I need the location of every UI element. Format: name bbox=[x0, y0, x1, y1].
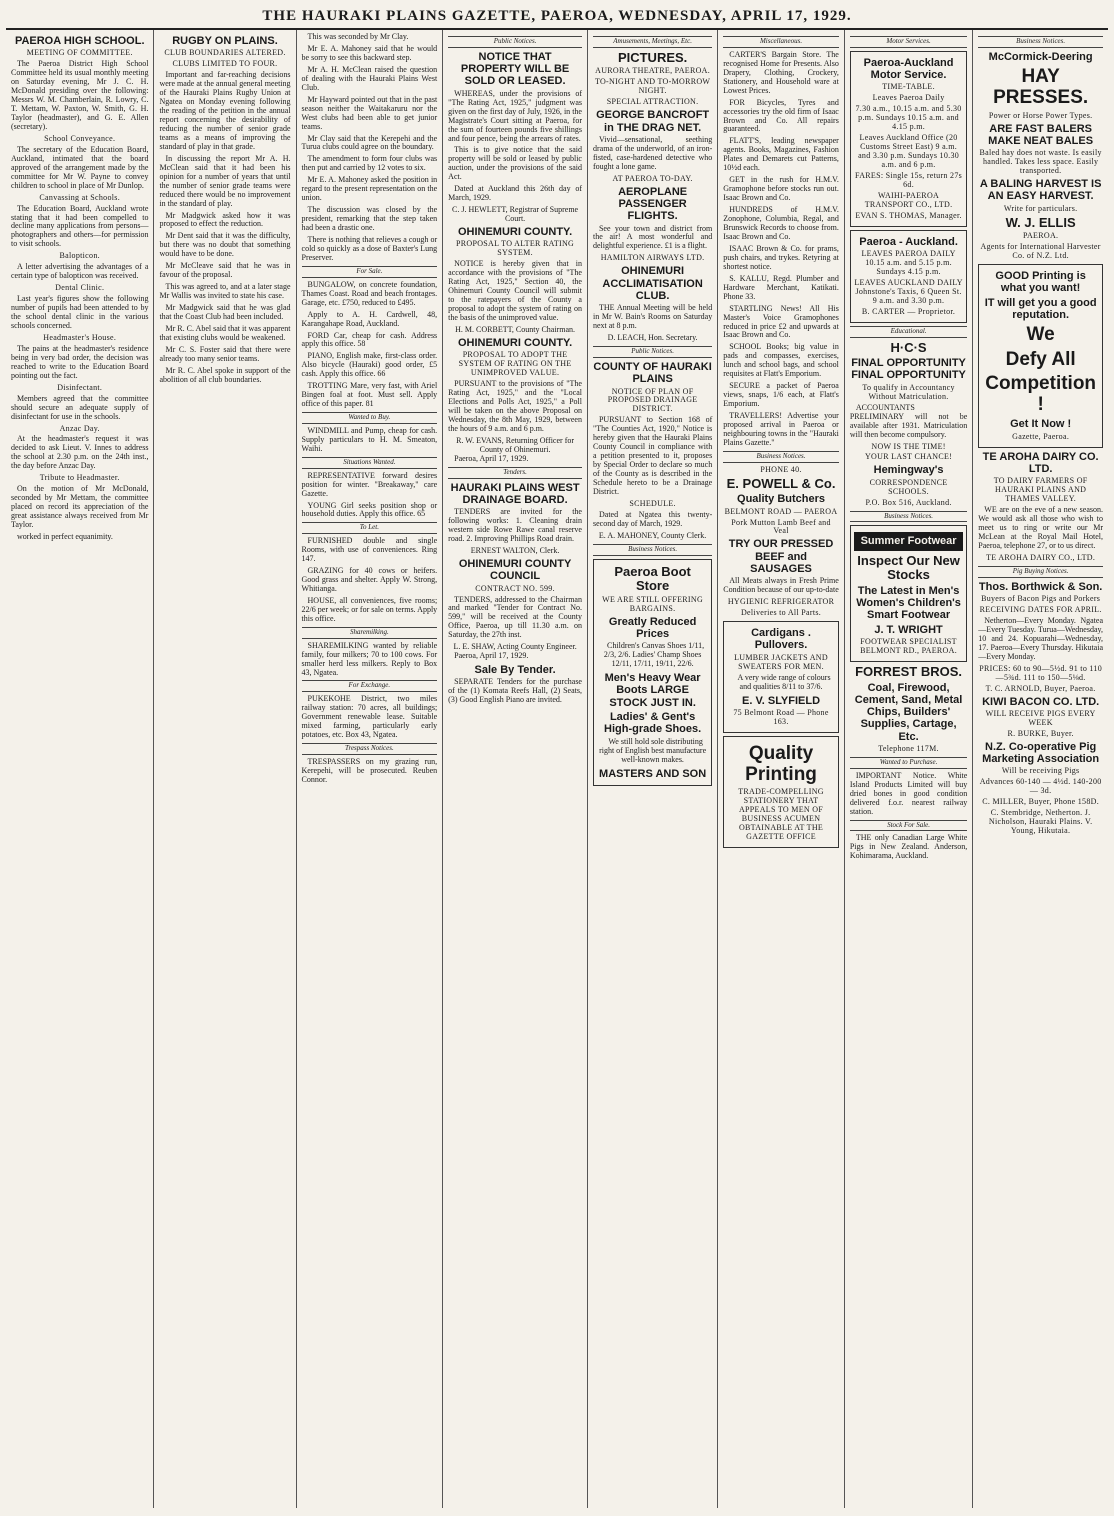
section-banner: Business Notices. bbox=[593, 544, 712, 556]
ad-feature: GEORGE BANCROFT in THE DRAG NET. bbox=[596, 109, 710, 134]
section-banner: Public Notices. bbox=[448, 36, 582, 48]
classified-ad: HOUSE, all conveniences, five rooms; 22/6 per week; or for sale on terms. Apply this office. bbox=[301, 595, 438, 623]
ad-title: Quality Printing bbox=[745, 742, 817, 786]
ad-feature: Coal, Firewood, Cement, Sand, Metal Chips, Builders' Supplies, Cartage, Etc. bbox=[854, 681, 963, 743]
notice-title: OHINEMURI COUNTY COUNCIL bbox=[458, 557, 572, 583]
classified-ad: CARTER'S Bargain Store. The recognised Home for Presents. Also Drapery, Clothing, Crockery, Stationery, and Household ware at Lowest Prices. bbox=[723, 49, 839, 95]
paragraph: NOTICE is hereby given that in accordance with the provisions of "The Rating Act, 1925," Section 40, the Ohinemuri County Council will submit to the ratepayers of the County a proposal to adopt the system of rating on the basis of the unimproved value. bbox=[448, 259, 582, 323]
notice-title: HAURAKI PLAINS WEST DRAINAGE BOARD. bbox=[450, 481, 580, 506]
article-title: PAEROA HIGH SCHOOL. bbox=[14, 35, 145, 47]
ad-title: McCormick-Deering bbox=[988, 50, 1093, 63]
paragraph: Mr Dent said that it was the difficulty, but there was no doubt that something would have to be done. bbox=[159, 231, 291, 259]
classified-ad: TRAVELLERS! Advertise your proposed arrival in Paeroa or neighbouring towns in the "Hauraki Plains Gazette." bbox=[723, 411, 839, 447]
section-banner: To Let. bbox=[302, 522, 438, 534]
footwear-ad bbox=[850, 525, 967, 662]
classified-ad: PIANO, English make, first-class order. Also bicycle (Hauraki) good order, £5 cash. Apply this office. 66 bbox=[301, 351, 438, 379]
boot-store-ad bbox=[593, 559, 712, 786]
paragraph: The discussion was closed by the president, remarking that the step taken had been a drastic one. bbox=[301, 205, 438, 233]
ad-line: PHONE 40. bbox=[760, 464, 802, 474]
paragraph: THE Annual Meeting will be held in Mr W. Bain's Rooms on Saturday next at 8 p.m. bbox=[592, 303, 713, 331]
ad-line: TO DAIRY FARMERS OF HAURAKI PLAINS AND THAMES VALLEY. bbox=[993, 476, 1088, 504]
section-heading: Dental Clinic. bbox=[55, 283, 105, 293]
ad-line: EVAN S. THOMAS, Manager. bbox=[855, 210, 962, 220]
ad-line: R. BURKE, Buyer. bbox=[1007, 728, 1074, 738]
ad-footer: MASTERS AND SON bbox=[599, 767, 707, 780]
section-banner: Situations Wanted. bbox=[302, 457, 438, 469]
ad-feature: GOOD Printing is what you want! bbox=[995, 270, 1086, 295]
section-banner: For Sale. bbox=[302, 266, 438, 278]
ad-line: P.O. Box 516, Auckland. bbox=[865, 497, 952, 507]
section-heading: Anzac Day. bbox=[59, 423, 100, 433]
ad-feature: Men's Heavy Wear Boots LARGE STOCK JUST IN. bbox=[604, 672, 701, 709]
classified-ad: FURNISHED double and single Rooms, with use of conveniences. Ring 147. bbox=[301, 536, 438, 564]
ad-line: Telephone 117M. bbox=[878, 744, 939, 754]
ad-feature: Inspect Our New Stocks bbox=[857, 552, 960, 583]
ad-line: HYGIENIC REFRIGERATOR bbox=[727, 597, 835, 607]
notice-subtitle: CONTRACT NO. 599. bbox=[475, 583, 555, 593]
paragraph: The Paeroa District High School Committee held its usual monthly meeting on Saturday evening, Mr J. C. H. McDonald presiding over the following: Messrs W. M. Chamberlain, R. Lowry, C. T. Mettam, W. Paxton, W. Smith, G. H. Taylor (headmaster), and G. E. Allen (secretary). bbox=[11, 59, 149, 131]
column-3 bbox=[297, 30, 444, 1508]
section-heading: Headmaster's House. bbox=[43, 332, 117, 342]
ad-line: TO-NIGHT AND TO-MORROW NIGHT. bbox=[594, 77, 711, 96]
paragraph: WHEREAS, under the provisions of "The Rating Act, 1925," judgment was given on the first day of July, 1926, in the Magistrate's Court sitting at Paeroa, for the sum of fourteen pounds five shillings and four pence, being the arrears of rates. bbox=[448, 88, 582, 143]
classified-ad: FOR Bicycles, Tyres and accessories try the old firm of Isaac Brown and Co. All repairs guaranteed. bbox=[723, 97, 839, 134]
motor-service-ad bbox=[850, 51, 967, 227]
ad-title: Paeroa - Auckland. bbox=[859, 235, 958, 248]
column-1 bbox=[6, 30, 154, 1508]
notice-subtitle: PROPOSAL TO ADOPT THE SYSTEM OF RATING ON THE UNIMPROVED VALUE. bbox=[458, 350, 572, 378]
paragraph: THE only Canadian Large White Pigs in New Zealand. Anderson, Kohimarama, Auckland. bbox=[849, 833, 968, 861]
notice-title: NOTICE THAT PROPERTY WILL BE SOLD OR LEASED. bbox=[460, 50, 570, 88]
paragraph: Mr Hayward pointed out that in the past season neither the Waitakaruru nor the West clubs had been able to get junior teams. bbox=[301, 94, 438, 131]
paragraph: Last year's figures show the following number of pupils had been attended to by the school dental clinic in the various schools concerned. bbox=[11, 294, 149, 330]
ad-feature: IT will get you a good reputation. bbox=[984, 296, 1097, 322]
classified-ad: TROTTING Mare, very fast, with Ariel Bingen foal at foot. Must sell. Apply office of this paper. 81 bbox=[301, 381, 438, 409]
ad-feature: FINAL OPPORTUNITY FINAL OPPORTUNITY bbox=[851, 357, 966, 382]
paragraph: worked in perfect equanimity. bbox=[17, 532, 113, 542]
column-8 bbox=[973, 30, 1108, 1508]
notice-subtitle: NOTICE OF PLAN OF PROPOSED DRAINAGE DISTRICT. bbox=[607, 386, 698, 414]
section-heading: School Conveyance. bbox=[44, 133, 116, 143]
column-4 bbox=[443, 30, 588, 1508]
section-heading: Balopticon. bbox=[59, 251, 100, 261]
notice-subtitle: PROPOSAL TO ALTER RATING SYSTEM. bbox=[456, 239, 575, 258]
notice-signature: H. M. CORBETT, County Chairman. bbox=[455, 325, 575, 334]
ad-title: N.Z. Co-operative Pig Marketing Association bbox=[982, 740, 1100, 766]
paragraph: This was seconded by Mr Clay. bbox=[307, 32, 409, 41]
ad-line: Baled hay does not waste. Is easily handled. Takes less space. Easily transported. bbox=[979, 148, 1102, 176]
ad-line: Pork Mutton Lamb Beef and Veal bbox=[731, 517, 831, 536]
ad-line: PRICES: 60 to 90—5½d. 91 to 110—5¾d. 111 to 150—5⅛d. bbox=[979, 663, 1103, 682]
section-banner: Educational. bbox=[850, 326, 967, 338]
ad-title: FORREST BROS. bbox=[855, 663, 963, 679]
paragraph: Mr R. C. Abel said that it was apparent that existing clubs would be weakened. bbox=[159, 324, 291, 342]
ad-feature: Get It Now ! bbox=[1010, 418, 1072, 431]
classified-ad: PUKEKOHE District, two miles railway station: 70 acres, all buildings; Government renewable lease. Suitable mixed farming, particularly early potatoes, etc. Box 43, Ngatea. bbox=[301, 694, 438, 740]
notice-date: Dated at Ngatea this twenty-second day of March, 1929. bbox=[592, 509, 713, 528]
ad-line: Write for particulars. bbox=[1003, 203, 1078, 213]
columns bbox=[6, 30, 1108, 1508]
section-banner: Wanted to Purchase. bbox=[850, 757, 967, 769]
masthead: THE HAURAKI PLAINS GAZETTE, PAEROA, WEDNESDAY, APRIL 17, 1929. bbox=[6, 4, 1108, 30]
notice-signature: D. LEACH, Hon. Secretary. bbox=[607, 333, 698, 343]
ad-title: HAY PRESSES. bbox=[993, 66, 1089, 109]
paragraph: A very wide range of colours and qualities 8/11 to 37/6. bbox=[737, 672, 831, 691]
printing-ad bbox=[723, 736, 839, 848]
paragraph: Netherton—Every Monday. Ngatea—Every Tuesday. Turua—Wednesday, 10 and 24. Kopuarahi—Wednesday, 17. Paeroa—Every Thursday. Hikutaia—Every Monday. bbox=[978, 615, 1103, 661]
classified-ad: HUNDREDS of H.M.V. Zonophone, Columbia, Regal, and Brunswick Records to choose from. Isaac Brown and Co. bbox=[723, 205, 839, 241]
paragraph: We still hold sole distributing right of English best manufacture well-known makes. bbox=[599, 736, 707, 764]
ad-feature: J. T. WRIGHT bbox=[874, 623, 943, 636]
section-banner: Business Notices. bbox=[850, 511, 967, 523]
notice-title: OHINEMURI COUNTY. bbox=[457, 336, 573, 349]
ad-line: SPECIAL ATTRACTION. bbox=[606, 97, 699, 107]
ad-feature: AEROPLANE PASSENGER FLIGHTS. bbox=[618, 185, 688, 223]
ad-line: Leaves Auckland Office (20 Customs Street East) 9 a.m. and 3.30 p.m. Sundays 10.30 a.m. and 6 p.m. bbox=[858, 133, 960, 170]
paragraph: TENDERS, addressed to the Chairman and marked "Tender for Contract No. 599," will be received at the County Office, Paeroa, up till 11.30 a.m. on Saturday, the 27th inst. bbox=[448, 594, 582, 640]
ad-title: PICTURES. bbox=[617, 49, 688, 65]
ad-line: LUMBER JACKETS AND SWEATERS FOR MEN. bbox=[734, 652, 828, 671]
classified-ad: Apply to A. H. Cardwell, 48, Karangahape Road, Auckland. bbox=[301, 309, 438, 328]
ad-line: PAEROA. bbox=[1022, 231, 1059, 241]
classified-ad: GRAZING for 40 cows or heifers. Good grass and shelter. Apply W. Strong, Whitianga. bbox=[301, 566, 438, 594]
paragraph: PURSUANT to Section 168 of "The Counties Act, 1920," Notice is hereby given that the Hauraki Plains County Council in compliance with a petition presented to it, proposes by Special Order to declare so much of the County as is described in the Schedule hereto to be a Drainage District. bbox=[592, 415, 713, 497]
ad-title: We bbox=[1026, 324, 1055, 346]
paragraph: Mr Madgwick said that he was glad that the Coast Club had been included. bbox=[159, 303, 291, 322]
paragraph: Mr R. C. Abel spoke in support of the abolition of all club boundaries. bbox=[159, 365, 291, 384]
ad-line: Gazette, Paeroa. bbox=[1012, 431, 1070, 441]
printing-ad bbox=[978, 264, 1103, 448]
ad-line: To qualify in Accountancy Without Matriculation. bbox=[862, 382, 955, 401]
ad-title: Competition ! bbox=[985, 372, 1097, 416]
article-subtitle: CLUBS LIMITED TO FOUR. bbox=[172, 59, 278, 69]
ad-line: AURORA THEATRE, PAEROA. bbox=[595, 66, 711, 76]
ad-title: Paeroa Boot Store bbox=[614, 563, 691, 594]
ad-line: Leaves Paeroa Daily bbox=[872, 93, 945, 103]
notice-title: OHINEMURI COUNTY. bbox=[457, 226, 573, 239]
ad-line: 7.30 a.m., 10.15 a.m. and 5.30 p.m. Sundays 10.15 a.m. and 4.15 p.m. bbox=[855, 104, 962, 132]
paragraph: Vivid—sensational, seething drama of the underworld, of an iron-fisted, case-hardened detective who fought a lone game. bbox=[592, 134, 713, 171]
classified-ad: GET in the rush for H.M.V. Gramophone before stocks run out. Isaac Brown and Co. bbox=[723, 175, 839, 203]
paragraph: WE are on the eve of a new season. We would ask all those who wish to meet us to ring or write our Mr McLean at the Royal Mail Hotel, Paeroa, telephone 27, or to us direct. bbox=[978, 505, 1103, 550]
paragraph: Mr E. A. Mahoney said that he would be sorry to see this backward step. bbox=[301, 43, 438, 62]
cardigans-ad bbox=[723, 621, 839, 733]
section-heading: Disinfectant. bbox=[57, 382, 103, 392]
paragraph: Children's Canvas Shoes 1/11, 2/3, 2/6. Ladies' Champ Shoes 12/11, 17/11, 19/11, 22/6. bbox=[603, 641, 705, 669]
paragraph: ACCOUNTANTS PRELIMINARY will not be available after 1931. Matriculation will then become compulsory. bbox=[849, 402, 968, 439]
ad-title: Cardigans . Pullovers. bbox=[751, 627, 811, 652]
ad-title: Defy All bbox=[1005, 348, 1076, 370]
section-banner: Motor Services. bbox=[850, 36, 967, 48]
ad-line: BELMONT ROAD — PAEROA bbox=[724, 506, 838, 516]
section-banner: Sharemilking. bbox=[302, 627, 438, 639]
ad-feature: The Latest in Men's Women's Children's Smart Footwear bbox=[856, 584, 961, 622]
paragraph: The amendment to form four clubs was then put and carried by 12 votes to six. bbox=[301, 154, 438, 173]
paragraph: At the headmaster's request it was decided to ask Lieut. V. Innes to address the school at 2.30 p.m. on the 24th inst., the day before Anzac Day. bbox=[11, 434, 149, 471]
ad-line: AT PAEROA TO-DAY. bbox=[612, 173, 693, 183]
ad-line: C. Stembridge, Netherton. J. Nicholson, Hauraki Plains. V. Young, Hikutaia. bbox=[988, 808, 1093, 836]
ad-line: Power or Horse Power Types. bbox=[988, 110, 1093, 120]
paragraph: This is to give notice that the said property will be sold or leased by public auction, under the provisions of the said Act. bbox=[448, 145, 582, 182]
section-heading: Tribute to Headmaster. bbox=[39, 473, 120, 483]
ad-feature: ARE FAST BALERS MAKE NEAT BALES bbox=[988, 122, 1094, 147]
notice-signature: ERNEST WALTON, Clerk. bbox=[470, 545, 560, 555]
paragraph: On the motion of Mr McDonald, seconded by Mr Mettam, the committee placed on record its appreciation of the great assistance always received from Mr Taylor. bbox=[11, 484, 149, 530]
ad-line: LEAVES PAEROA DAILY 10.15 a.m. and 5.15 p.m. Sundays 4.15 p.m. bbox=[861, 249, 956, 277]
paragraph: PURSUANT to the provisions of "The Rating Act, 1925," and the "Local Elections and Polls Act, 1925," a Poll will be taken on the above Proposal on Wednesday, the 8th May, 1929, between the hours of 9 a.m. and 6 p.m. bbox=[448, 379, 582, 433]
classified-ad: FLATT'S, leading newspaper agents. Books, Magazines, Fashion Plates and Demarets cut Patterns, 10½d each. bbox=[723, 136, 839, 173]
paragraph: Mr McCleave said that he was in favour of the proposal. bbox=[159, 261, 291, 280]
paragraph: See your town and district from the air! A most wonderful and delightful experience. £1 is a flight. bbox=[592, 223, 713, 251]
ad-title: TE AROHA DAIRY CO. LTD. bbox=[982, 450, 1099, 475]
classified-ad: WINDMILL and Pump, cheap for cash. Supply particulars to H. M. Smeaton, Waihi. bbox=[301, 425, 438, 453]
notice-title: Sale By Tender. bbox=[474, 664, 556, 677]
ad-feature: TRY OUR PRESSED BEEF and SAUSAGES bbox=[728, 538, 834, 576]
paragraph: Members agreed that the committee should secure an adequate supply of disinfectant for use in the schools. bbox=[11, 393, 149, 421]
ad-line: Advances 60-140 — 4½d. 140-200 — 3d. bbox=[979, 777, 1102, 796]
paragraph: TENDERS are invited for the following works: 1. Cleaning drain western side Rowe Rawe canal reserve road. 2. Improving Phillips Road drain. bbox=[448, 507, 582, 544]
classified-ad: SHAREMILKING wanted by reliable family, four milkers; 70 to 100 cows. For smaller herd less milkers. Reply to Box 43, Ngatea. bbox=[301, 640, 438, 677]
classified-ad: S. KALLU, Regd. Plumber and Hardware Merchant, Katikati. Phone 33. bbox=[723, 273, 839, 301]
ad-line: Buyers of Bacon Pigs and Porkers bbox=[981, 594, 1101, 604]
classified-ad: REPRESENTATIVE forward desires position for winter. "Breakaway," care Gazette. bbox=[301, 470, 438, 498]
ad-feature: Greatly Reduced Prices bbox=[608, 615, 697, 640]
paragraph: A letter advertising the advantages of a certain type of balopticon was received. bbox=[11, 262, 149, 281]
ad-line: RECEIVING DATES FOR APRIL. bbox=[979, 604, 1102, 614]
article-title: RUGBY ON PLAINS. bbox=[172, 35, 278, 47]
paragraph: The secretary of the Education Board, Auckland, intimated that the board approved of the arrangement made by the committee for Mr W. Payne to convey children to school in place of Mr Dunlop. bbox=[11, 144, 149, 190]
paragraph: There is nothing that relieves a cough or cold so quickly as a dose of Baxter's Lung Preserver. bbox=[301, 235, 438, 262]
ad-line: HAMILTON AIRWAYS LTD. bbox=[600, 253, 705, 263]
classified-ad: TRESPASSERS on my grazing run, Kerepehi, will be prosecuted. Reuben Connor. bbox=[301, 756, 438, 784]
paragraph: The pains at the headmaster's residence being in very bad order, the decision was reached to write to the Education Board pointing out the fact. bbox=[11, 343, 149, 380]
ad-title: W. J. ELLIS bbox=[1005, 214, 1076, 230]
ad-line: T. C. ARNOLD, Buyer, Paeroa. bbox=[985, 683, 1096, 693]
section-banner: For Exchange. bbox=[302, 680, 438, 692]
notice-date: Paeroa, April 17, 1929. bbox=[454, 651, 529, 661]
paragraph: All Meats always in Fresh Prime Condition because of our up-to-date bbox=[723, 576, 839, 595]
section-heading: Canvassing at Schools. bbox=[39, 192, 121, 202]
paragraph: Important and far-reaching decisions were made at the annual general meeting of the Hauraki Plains Rugby Union at Ngatea on Monday evening following the reading of the petition in the annual report concerning the desirability of reducing the number of senior grade teams as a means of improving the standard of play in that grade. bbox=[159, 70, 291, 151]
paragraph: The Education Board, Auckland wrote stating that it had been compelled to decline many applications from persons—photographers and others—for permission to visit schools. bbox=[11, 203, 149, 249]
ad-line: C. MILLER, Buyer, Phone 158D. bbox=[982, 797, 1100, 807]
ad-line: Will be receiving Pigs bbox=[1001, 766, 1080, 776]
section-banner: Trespass Notices. bbox=[302, 743, 438, 755]
column-7 bbox=[845, 30, 973, 1508]
notice-signature: R. W. EVANS, Returning Officer for County of Ohinemuri. bbox=[456, 435, 575, 454]
ad-title: Hemingway's bbox=[873, 464, 944, 477]
notice-date: Paeroa, April 17, 1929. bbox=[454, 453, 529, 463]
paeroa-auckland-ad bbox=[850, 230, 967, 323]
paragraph: Mr A. H. McClean raised the question of dealing with the Hauraki Plains West Club. bbox=[301, 64, 438, 92]
column-2 bbox=[154, 30, 296, 1508]
paragraph: SEPARATE Tenders for the purchase of the (1) Komata Reefs Hall, (2) Seats, (3) Good English Piano are invited. bbox=[448, 677, 582, 705]
section-banner: Miscellaneous. bbox=[723, 36, 839, 48]
ad-line: Deliveries to All Parts. bbox=[740, 608, 822, 618]
ad-line: Agents for International Harvester Co. of N.Z. Ltd. bbox=[980, 242, 1101, 261]
ad-line: SCHEDULE. bbox=[629, 498, 676, 508]
classified-ad: YOUNG Girl seeks position shop or household duties. Apply this office. 65 bbox=[301, 500, 438, 519]
paragraph: Mr Clay said that the Kerepehi and the Turua clubs could agree on the boundary. bbox=[301, 133, 438, 152]
ad-title: Summer Footwear bbox=[854, 532, 963, 550]
ad-line: FOOTWEAR SPECIALIST BELMONT RD., PAEROA. bbox=[860, 637, 958, 656]
column-5 bbox=[588, 30, 718, 1508]
section-banner: Wanted to Buy. bbox=[302, 412, 438, 424]
article-subtitle: MEETING OF COMMITTEE. bbox=[26, 48, 133, 58]
ad-line: FARES: Single 15s, return 27s 6d. bbox=[855, 171, 963, 189]
classified-ad: SCHOOL Books; big value in pads and compasses, exercises, lunch and school bags, and school requisites at Flatt's Emporium. bbox=[723, 342, 839, 379]
ad-line: 75 Belmont Road — Phone 163. bbox=[733, 707, 829, 726]
column-6 bbox=[718, 30, 845, 1508]
ad-line: WILL RECEIVE PIGS EVERY WEEK bbox=[985, 708, 1096, 727]
paragraph: Mr C. S. Foster said that there were already too many senior teams. bbox=[159, 344, 291, 363]
section-banner: Tenders. bbox=[448, 467, 582, 479]
section-banner: Business Notices. bbox=[978, 36, 1103, 48]
ad-line: LEAVES AUCKLAND DAILY Johnstone's Taxis, 6 Queen St. 9 a.m. and 3.30 p.m. bbox=[854, 277, 963, 305]
paragraph: IMPORTANT Notice. White Island Products Limited will buy dried bones in good condition delivered f.o.r. nearest railway station. bbox=[849, 770, 968, 816]
notice-signature: E. A. MAHONEY, County Clerk. bbox=[598, 530, 707, 540]
classified-ad: FORD Car, cheap for cash. Address apply this office. 58 bbox=[301, 330, 438, 349]
ad-line: NOW IS THE TIME! bbox=[871, 441, 946, 451]
notice-title: COUNTY OF HAURAKI PLAINS bbox=[593, 360, 712, 386]
section-banner: Stock For Sale. bbox=[850, 820, 967, 832]
ad-title: Thos. Borthwick & Son. bbox=[978, 580, 1103, 593]
classified-ad: BUNGALOW, on concrete foundation, Thames Coast. Road and beach frontages. Garage, etc. £750, reduced to £495. bbox=[301, 279, 438, 307]
notice-title: OHINEMURI ACCLIMATISATION CLUB. bbox=[602, 265, 703, 302]
ad-line: TIME-TABLE. bbox=[882, 82, 935, 92]
ad-line: CORRESPONDENCE SCHOOLS. bbox=[869, 477, 948, 496]
ad-feature: A BALING HARVEST IS AN EASY HARVEST. bbox=[979, 178, 1102, 203]
paragraph: Mr E. A. Mahoney asked the position in regard to the present representation on the union. bbox=[301, 175, 438, 203]
article-subtitle: CLUB BOUNDARIES ALTERED. bbox=[164, 48, 286, 58]
ad-title: Paeroa-Auckland Motor Service. bbox=[863, 56, 954, 82]
notice-signature: C. J. HEWLETT, Registrar of Supreme Court. bbox=[452, 205, 579, 224]
ad-line: WE ARE STILL OFFERING BARGAINS. bbox=[602, 594, 704, 613]
notice-date: Dated at Auckland this 26th day of March, 1929. bbox=[448, 184, 582, 203]
paragraph: Mr Madgwick asked how it was proposed to effect the reduction. bbox=[159, 210, 291, 229]
paragraph: In discussing the report Mr A. H. McClean said that it had been his opinion for a number of years that until the number of senior grade teams were reduced there would be no improvement in the standard of play. bbox=[159, 153, 291, 208]
classified-ad: ISAAC Brown & Co. for prams, push chairs, and trykes. Retyring at shortest notice. bbox=[723, 243, 839, 271]
ad-title: KIWI BACON CO. LTD. bbox=[982, 695, 1100, 708]
ad-line: YOUR LAST CHANCE! bbox=[864, 452, 953, 462]
ad-feature: Quality Butchers bbox=[737, 493, 826, 506]
ad-line: B. CARTER — Proprietor. bbox=[861, 306, 956, 316]
ad-title: E. POWELL & Co. bbox=[726, 475, 836, 491]
ad-line: TRADE-COMPELLING STATIONERY THAT APPEALS TO MEN OF BUSINESS ACUMEN OBTAINABLE AT THE GAZETTE OFFICE bbox=[738, 787, 824, 842]
section-banner: Business Notices. bbox=[723, 451, 839, 463]
section-banner: Amusements, Meetings, Etc. bbox=[593, 36, 712, 48]
paragraph: This was agreed to, and at a later stage Mr Wallis was invited to state his case. bbox=[159, 282, 291, 301]
ad-feature: Ladies' & Gent's High-grade Shoes. bbox=[604, 711, 702, 736]
section-banner: Public Notices. bbox=[593, 346, 712, 358]
ad-feature: E. V. SLYFIELD bbox=[742, 694, 821, 707]
notice-signature: L. E. SHAW, Acting County Engineer. bbox=[453, 642, 577, 652]
classified-ad: STARTLING News! All His Master's Voice Gramophones reduced in price £2 and upwards at Isaac Brown and Co. bbox=[723, 303, 839, 340]
classified-ad: SECURE a packet of Paeroa views, snaps, 1/6 each, at Flatt's Emporium. bbox=[723, 381, 839, 409]
ad-line: WAIHI-PAEROA TRANSPORT CO., LTD. bbox=[864, 190, 953, 209]
section-banner: Pig Buying Notices. bbox=[978, 566, 1103, 578]
hcs-logo: H·C·S bbox=[890, 339, 927, 355]
ad-line: TE AROHA DAIRY CO., LTD. bbox=[986, 552, 1096, 562]
